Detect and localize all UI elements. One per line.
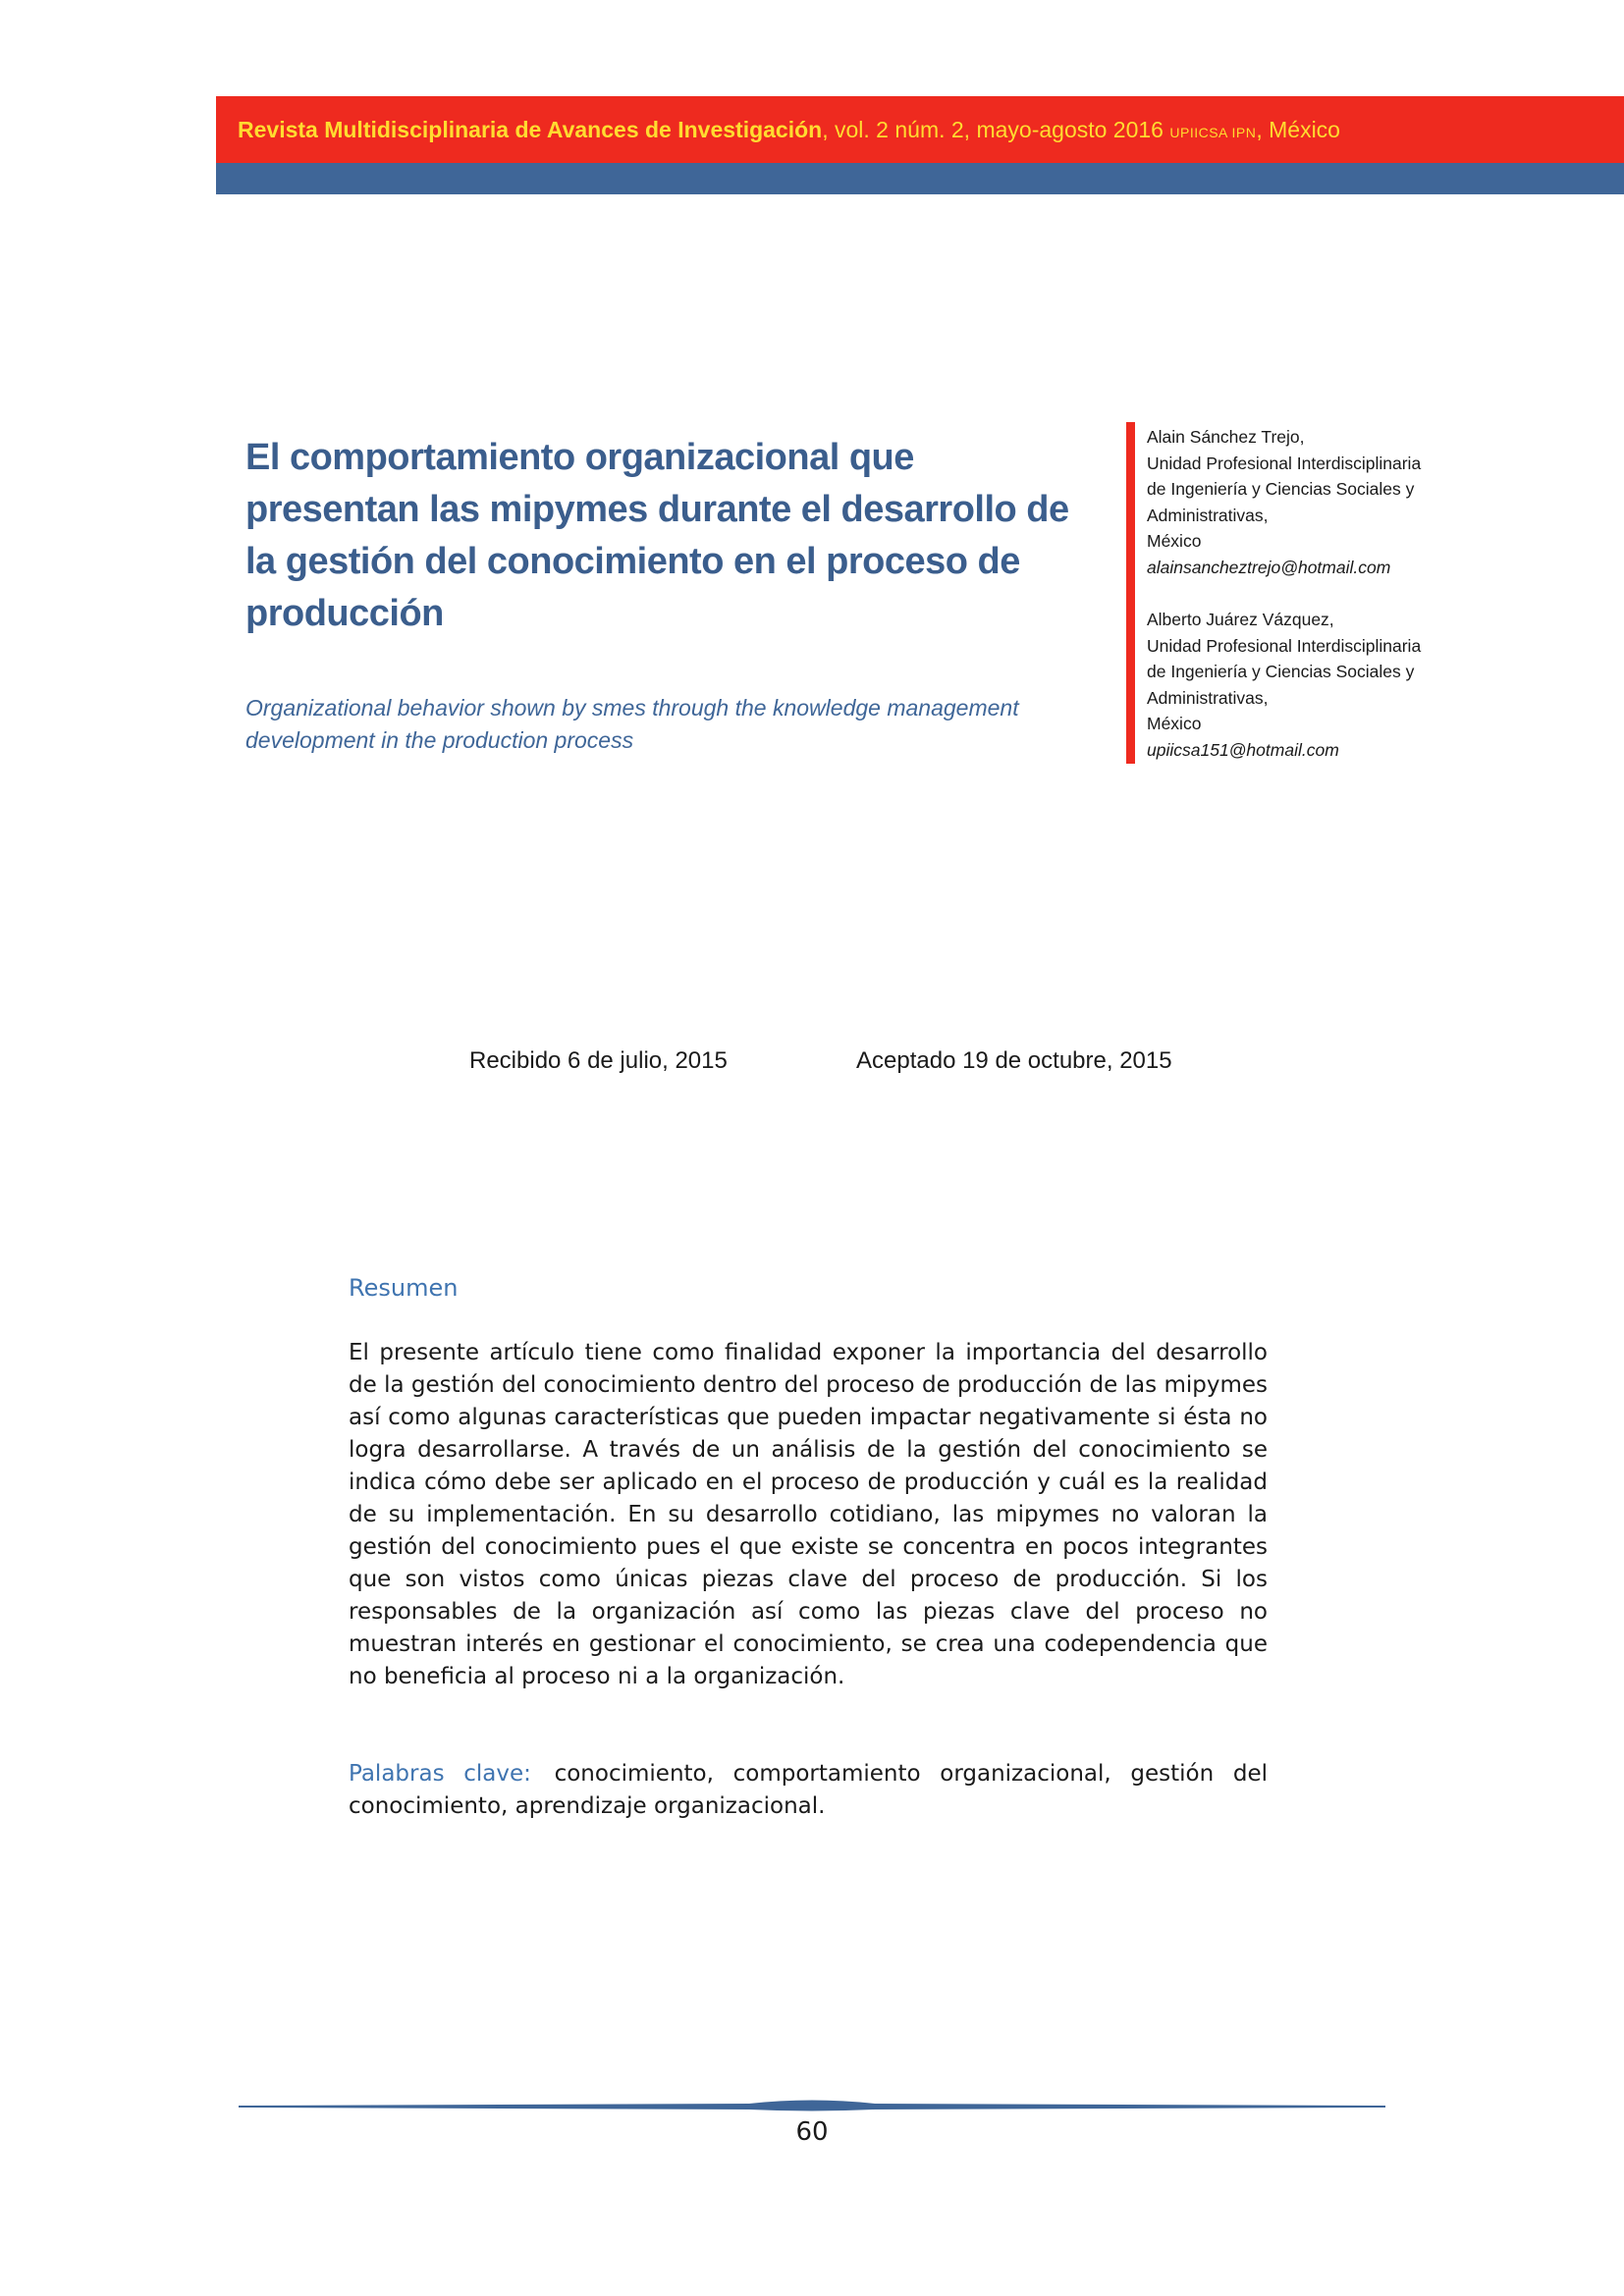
author-country: México <box>1147 714 1202 733</box>
date-received: Recibido 6 de julio, 2015 <box>469 1047 728 1074</box>
journal-header-band <box>216 96 1624 163</box>
author-affiliation-line: Unidad Profesional Interdisciplinaria <box>1147 453 1422 473</box>
author-name: Alberto Juárez Vázquez, <box>1147 610 1334 629</box>
author-affiliation-line: Administrativas, <box>1147 505 1269 525</box>
title-line: El comportamiento organizacional que <box>245 437 914 478</box>
author-name: Alain Sánchez Trejo, <box>1147 427 1305 447</box>
subtitle-line: Organizational behavior shown by smes through the knowledge management <box>245 695 1019 721</box>
journal-issue: , vol. 2 núm. 2, mayo-agosto 2016 <box>822 117 1170 142</box>
abstract-body: El presente artículo tiene como finalidad exponer la importancia del desarrollo de la gestión del conocimiento dentro del proceso de producción de las mipymes así como algunas características que pueden impactar negativamente si ésta no logra desarrollarse. A través de un análisis de la gestión del conocimiento se indica cómo debe ser aplicado en el proceso de producción y cuál es la realidad de su implementación. En su desarrollo cotidiano, las mipymes no valoran la gestión del conocimiento pues el que existe se concentra en pocos integrantes que son vistos como únicas piezas clave del proceso de producción. Si los responsables de la organización así como las piezas clave del proceso no muestran interés en gestionar el conocimiento, se crea una codependencia que no beneficia al proceso ni a la organización. <box>349 1340 1268 1689</box>
author-list <box>1147 424 1618 763</box>
header-blue-band <box>216 163 1624 194</box>
author-affiliation-line: Unidad Profesional Interdisciplinaria <box>1147 635 1422 656</box>
journal-name: Revista Multidisciplinaria de Avances de Investigación <box>238 117 823 142</box>
footer-divider <box>239 2097 1385 2112</box>
title-line: presentan las mipymes durante el desarrollo de <box>245 489 1069 530</box>
author-email[interactable]: upiicsa151@hotmail.com <box>1147 739 1339 760</box>
page-number: 60 <box>795 2117 829 2147</box>
keywords <box>349 1758 1268 1823</box>
author-block <box>1147 607 1618 763</box>
author-country: México <box>1147 531 1202 551</box>
subtitle-line: development in the production process <box>245 727 634 753</box>
author-email[interactable]: alainsancheztrejo@hotmail.com <box>1147 557 1391 577</box>
journal-country: , México <box>1256 117 1340 142</box>
date-accepted: Aceptado 19 de octubre, 2015 <box>856 1047 1172 1074</box>
title-line: la gestión del conocimiento en el proceso de <box>245 541 1020 582</box>
journal-institution: UPIICSA IPN <box>1169 125 1257 140</box>
journal-header-text <box>238 116 1340 146</box>
abstract-heading: Resumen <box>349 1274 459 1302</box>
author-affiliation-line: de Ingeniería y Ciencias Sociales y <box>1147 479 1415 499</box>
author-affiliation-line: de Ingeniería y Ciencias Sociales y <box>1147 662 1415 681</box>
keywords-label: Palabras clave: <box>349 1761 531 1787</box>
author-accent-bar <box>1126 422 1135 764</box>
keywords-text: conocimiento, comportamiento organizacional, gestión del conocimiento, aprendizaje organizacional. <box>349 1761 1269 1819</box>
author-block <box>1147 424 1618 580</box>
article-title <box>245 432 1100 640</box>
author-affiliation-line: Administrativas, <box>1147 687 1269 708</box>
article-subtitle-english <box>245 692 1090 757</box>
title-line: producción <box>245 593 444 634</box>
